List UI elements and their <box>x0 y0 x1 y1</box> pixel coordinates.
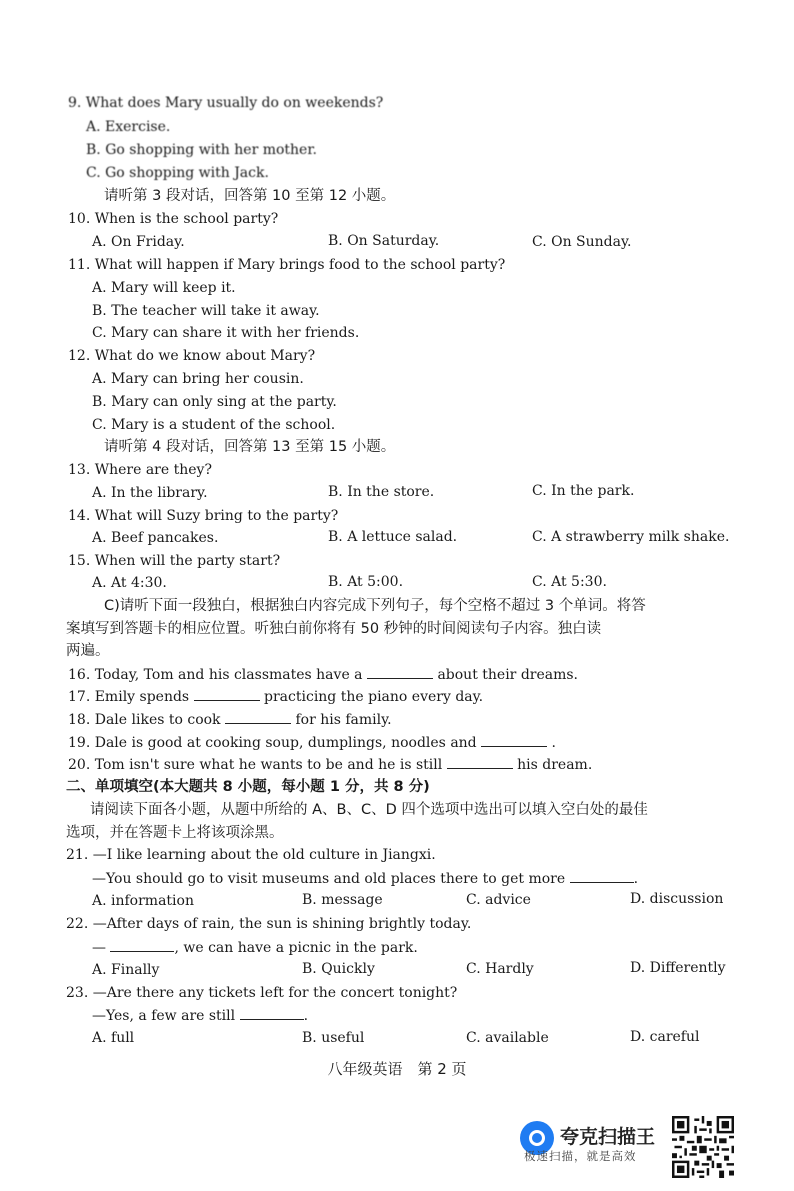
question-21-line2-pre: —You should go to visit museums and old places there to get more <box>92 871 566 887</box>
question-23-option-d: D. careful <box>630 1029 700 1045</box>
question-17 <box>68 687 483 706</box>
question-21-option-d: D. discussion <box>630 891 724 907</box>
question-19-post: . <box>551 735 556 751</box>
question-21-blank[interactable] <box>570 869 634 883</box>
question-11-option-c: C. Mary can share it with her friends. <box>92 325 360 341</box>
question-22-blank[interactable] <box>110 938 174 952</box>
question-13-option-b: B. In the store. <box>328 484 435 500</box>
question-9-option-a: A. Exercise. <box>86 119 171 135</box>
question-23-option-a: A. full <box>92 1030 135 1046</box>
scanner-brand-name: 夸克扫描王 <box>560 1126 656 1148</box>
question-20-pre: 20. Tom isn't sure what he wants to be and he is still <box>68 757 443 773</box>
question-22-line2-pre: — <box>92 940 106 956</box>
question-15-stem: 15. When will the party start? <box>68 553 281 569</box>
scanner-watermark <box>520 1118 670 1168</box>
question-23-line2-pre: —Yes, a few are still <box>92 1008 236 1024</box>
question-13-option-c: C. In the park. <box>532 483 635 499</box>
question-10-option-c: C. On Sunday. <box>532 234 632 250</box>
question-16-pre: 16. Today, Tom and his classmates have a <box>68 667 363 683</box>
question-9-option-c: C. Go shopping with Jack. <box>86 165 269 181</box>
question-16-blank[interactable] <box>367 665 433 679</box>
question-17-post: practicing the piano every day. <box>264 689 484 705</box>
scanner-brand-tagline: 极速扫描，就是高效 <box>524 1149 637 1163</box>
page-footer: 八年级英语 第 2 页 <box>327 1060 467 1078</box>
question-15-option-c: C. At 5:30. <box>532 574 607 590</box>
part-c-instruction-line2: 案填写到答题卡的相应位置。听独白前你将有 50 秒钟的时间阅读句子内容。独白读 <box>66 621 602 637</box>
question-23-line1: 23. —Are there any tickets left for the concert tonight? <box>66 985 458 1001</box>
question-21-option-b: B. message <box>302 892 383 908</box>
question-19 <box>68 733 556 752</box>
question-17-blank[interactable] <box>194 687 260 701</box>
question-21-line2-post: . <box>633 871 639 887</box>
question-13-stem: 13. Where are they? <box>68 462 212 478</box>
part-c-instruction-line3: 两遍。 <box>66 643 110 659</box>
qr-code-icon <box>672 1116 734 1178</box>
question-20-blank[interactable] <box>447 755 513 769</box>
question-18-pre: 18. Dale likes to cook <box>68 712 221 728</box>
question-22-option-a: A. Finally <box>92 962 160 978</box>
question-10-option-b: B. On Saturday. <box>328 233 440 249</box>
question-23-blank[interactable] <box>240 1006 304 1020</box>
question-15-option-a: A. At 4:30. <box>92 575 167 591</box>
question-23-option-b: B. useful <box>302 1030 365 1046</box>
part-c-instruction-line1: C)请听下面一段独白，根据独白内容完成下列句子，每个空格不超过 3 个单词。将答 <box>104 598 646 614</box>
question-9-stem: 9. What does Mary usually do on weekends? <box>68 95 384 111</box>
question-14-option-b: B. A lettuce salad. <box>328 529 458 545</box>
question-21-line1: 21. —I like learning about the old culture in Jiangxi. <box>66 847 436 863</box>
section-4-instruction: 请听第 4 段对话，回答第 13 至第 15 小题。 <box>104 439 396 455</box>
question-12-stem: 12. What do we know about Mary? <box>68 348 316 364</box>
question-18 <box>68 710 392 729</box>
question-11-stem: 11. What will happen if Mary brings food to the school party? <box>68 257 506 273</box>
question-22-line2 <box>92 938 418 957</box>
question-18-post: for his family. <box>295 712 392 728</box>
question-18-blank[interactable] <box>225 710 291 724</box>
question-10-option-a: A. On Friday. <box>92 234 185 250</box>
section-3-instruction: 请听第 3 段对话，回答第 10 至第 12 小题。 <box>104 188 396 204</box>
question-12-option-c: C. Mary is a student of the school. <box>92 417 336 433</box>
question-9-option-b: B. Go shopping with her mother. <box>86 142 317 158</box>
question-14-option-c: C. A strawberry milk shake. <box>532 529 730 545</box>
question-22-option-c: C. Hardly <box>466 961 534 977</box>
section-2-instruction-line2: 选项，并在答题卡上将该项涂黑。 <box>66 825 284 841</box>
question-17-pre: 17. Emily spends <box>68 689 190 705</box>
question-14-option-a: A. Beef pancakes. <box>92 530 219 546</box>
question-15-option-b: B. At 5:00. <box>328 574 404 590</box>
question-19-blank[interactable] <box>481 733 547 747</box>
question-22-line1: 22. —After days of rain, the sun is shining brightly today. <box>66 916 472 932</box>
section-2-instruction-line1: 请阅读下面各小题，从题中所给的 A、B、C、D 四个选项中选出可以填入空白处的最佳 <box>90 802 648 818</box>
question-13-option-a: A. In the library. <box>92 485 208 501</box>
question-20-post: his dream. <box>517 757 593 773</box>
question-11-option-a: A. Mary will keep it. <box>92 280 236 296</box>
question-23-line2 <box>92 1006 308 1025</box>
question-23-option-c: C. available <box>466 1030 549 1046</box>
question-10-stem: 10. When is the school party? <box>68 211 279 227</box>
question-19-pre: 19. Dale is good at cooking soup, dumplings, noodles and <box>68 735 477 751</box>
question-22-option-d: D. Differently <box>630 960 726 976</box>
question-22-option-b: B. Quickly <box>302 961 375 977</box>
question-21-option-a: A. information <box>92 893 194 909</box>
section-2-title: 二、单项填空(本大题共 8 小题，每小题 1 分，共 8 分) <box>66 779 430 795</box>
question-20 <box>68 755 592 774</box>
question-21-line2 <box>92 869 638 888</box>
question-12-option-a: A. Mary can bring her cousin. <box>92 371 304 387</box>
question-14-stem: 14. What will Suzy bring to the party? <box>68 508 339 524</box>
question-22-line2-post: , we can have a picnic in the park. <box>174 940 418 956</box>
question-11-option-b: B. The teacher will take it away. <box>92 303 320 319</box>
question-21-option-c: C. advice <box>466 892 531 908</box>
question-23-line2-post: . <box>303 1008 309 1024</box>
question-12-option-b: B. Mary can only sing at the party. <box>92 394 337 410</box>
question-16 <box>68 665 578 684</box>
question-16-post: about their dreams. <box>437 667 579 683</box>
